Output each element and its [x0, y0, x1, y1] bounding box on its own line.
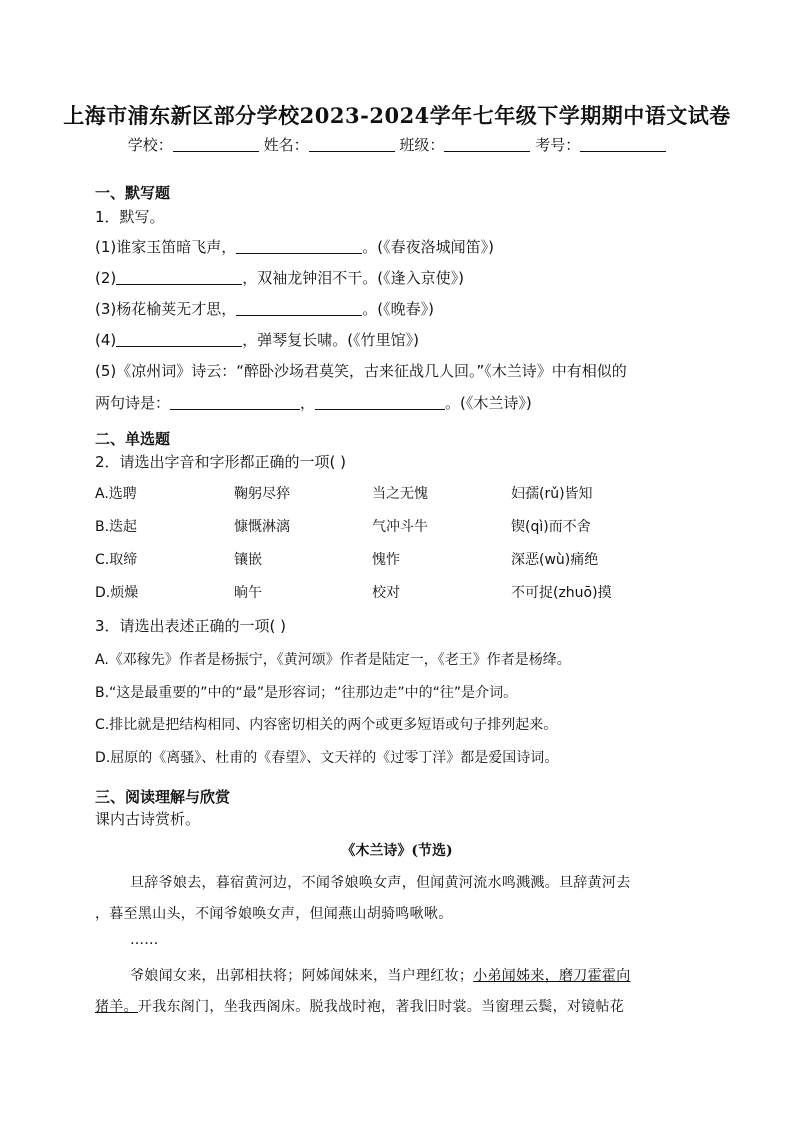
- q1-line-6-source: 。(《木兰诗》): [445, 394, 532, 412]
- q1-line-1: [95, 236, 494, 257]
- section-heading-single-choice: 二、单选题: [95, 430, 171, 448]
- q1-line-1-text: (1)谁家玉笛暗飞声，: [95, 238, 237, 256]
- answer-blank[interactable]: [116, 332, 242, 347]
- reading-intro: 课内古诗赏析。: [95, 810, 201, 828]
- q1-line-3: [95, 298, 434, 319]
- q3-option-d[interactable]: D.屈原的《离骚》、杜甫的《春望》、文天祥的《过零丁洋》都是爱国诗词。: [95, 750, 559, 766]
- poem-ellipsis: ……: [130, 932, 159, 948]
- q2-option-a-1[interactable]: A.选聘: [95, 486, 137, 502]
- q1-line-3-text: (3)杨花榆荚无才思，: [95, 300, 237, 318]
- q2-option-d-3: 校对: [372, 585, 400, 601]
- q3-stem: 3．请选出表述正确的一项( ): [95, 617, 287, 635]
- poem-text: 开我东阁门，坐我西阁床。脱我战时袍，著我旧时裳。当窗理云鬓，对镜帖花: [137, 999, 625, 1015]
- poem-text: 爷娘闻女来，出郭相扶将；阿姊闻妹来，当户理红妆；: [130, 968, 474, 984]
- q1-line-2-source: ，双袖龙钟泪不干。(《逢入京使》): [242, 269, 464, 287]
- q1-line-5: (5)《凉州词》诗云：“醉卧沙场君莫笑，古来征战几人回。”《木兰诗》中有相似的: [95, 362, 627, 380]
- q1-line-2: [95, 267, 464, 288]
- q2-option-d-4: 不可捉(zhuō)摸: [511, 585, 612, 601]
- q2-option-c-1[interactable]: C.取缔: [95, 552, 138, 568]
- q2-option-a-2: 鞠躬尽猝: [234, 486, 290, 502]
- section-heading-reading: 三、阅读理解与欣赏: [95, 788, 231, 806]
- poem-line: [95, 996, 624, 1016]
- q2-option-b-3: 气冲斗牛: [372, 519, 428, 535]
- q1-stem: 1．默写。: [95, 208, 165, 226]
- q1-line-1-source: 。(《春夜洛城闻笛》): [362, 238, 494, 256]
- q2-stem: 2．请选出字音和字形都正确的一项( ): [95, 453, 347, 471]
- section-heading-dictation: 一、默写题: [95, 184, 171, 202]
- number-label: 考号：: [535, 136, 581, 154]
- answer-blank[interactable]: [315, 395, 445, 410]
- q3-option-b[interactable]: B.“这是最重要的”中的“最”是形容词；“往那边走”中的“往”是介词。: [95, 685, 518, 701]
- q1-line-4-source: ，弹琴复长啸。(《竹里馆》): [242, 331, 419, 349]
- q2-option-b-4: 锲(qì)而不舍: [511, 519, 591, 535]
- school-label: 学校：: [127, 136, 173, 154]
- answer-blank[interactable]: [236, 301, 362, 316]
- school-blank[interactable]: [173, 137, 259, 152]
- q2-option-d-1[interactable]: D.烦燥: [95, 585, 139, 601]
- q2-option-a-4: 妇孺(rǔ)皆知: [511, 486, 593, 502]
- q3-option-c[interactable]: C.排比就是把结构相同、内容密切相关的两个或更多短语或句子排列起来。: [95, 717, 558, 733]
- student-info-row: [0, 134, 794, 155]
- answer-blank[interactable]: [116, 270, 242, 285]
- q1-line-6: [95, 392, 532, 413]
- q1-line-3-source: 。(《晚春》): [362, 300, 434, 318]
- poem-underlined-text: 小弟闻姊来，磨刀霍霍向: [473, 968, 631, 984]
- poem-title: 《木兰诗》(节选): [341, 843, 453, 859]
- name-label: 姓名：: [263, 136, 309, 154]
- q1-line-2-text: (2): [95, 269, 117, 287]
- q2-option-c-2: 镶嵌: [234, 552, 262, 568]
- q1-line-4-text: (4): [95, 331, 117, 349]
- q2-option-c-4: 深恶(wù)痛绝: [511, 552, 599, 568]
- class-label: 班级：: [399, 136, 445, 154]
- answer-blank[interactable]: [236, 239, 362, 254]
- q2-option-c-3: 愧怍: [372, 552, 400, 568]
- poem-line: ，暮至黑山头，不闻爷娘唤女声，但闻燕山胡骑鸣啾啾。: [95, 906, 453, 922]
- q1-line-6-text: 两句诗是：: [95, 394, 171, 412]
- q2-option-b-1[interactable]: B.迭起: [95, 519, 138, 535]
- poem-line: 旦辞爷娘去，暮宿黄河边，不闻爷娘唤女声，但闻黄河流水鸣溅溅。旦辞黄河去: [130, 875, 631, 891]
- name-blank[interactable]: [309, 137, 395, 152]
- poem-line: [130, 965, 631, 985]
- class-blank[interactable]: [444, 137, 530, 152]
- q1-line-4: [95, 329, 419, 350]
- q2-option-d-2: 晌午: [234, 585, 262, 601]
- number-blank[interactable]: [580, 137, 666, 152]
- answer-blank[interactable]: [170, 395, 300, 410]
- exam-title: 上海市浦东新区部分学校2023-2024学年七年级下学期期中语文试卷: [63, 103, 731, 128]
- poem-underlined-text: 猪羊。: [95, 999, 138, 1015]
- q2-option-a-3: 当之无愧: [372, 486, 428, 502]
- q2-option-b-2: 慷慨淋漓: [234, 519, 290, 535]
- q1-line-6-comma: ，: [300, 394, 316, 412]
- q3-option-a[interactable]: A.《邓稼先》作者是杨振宁，《黄河颂》作者是陆定一，《老王》作者是杨绛。: [95, 652, 571, 668]
